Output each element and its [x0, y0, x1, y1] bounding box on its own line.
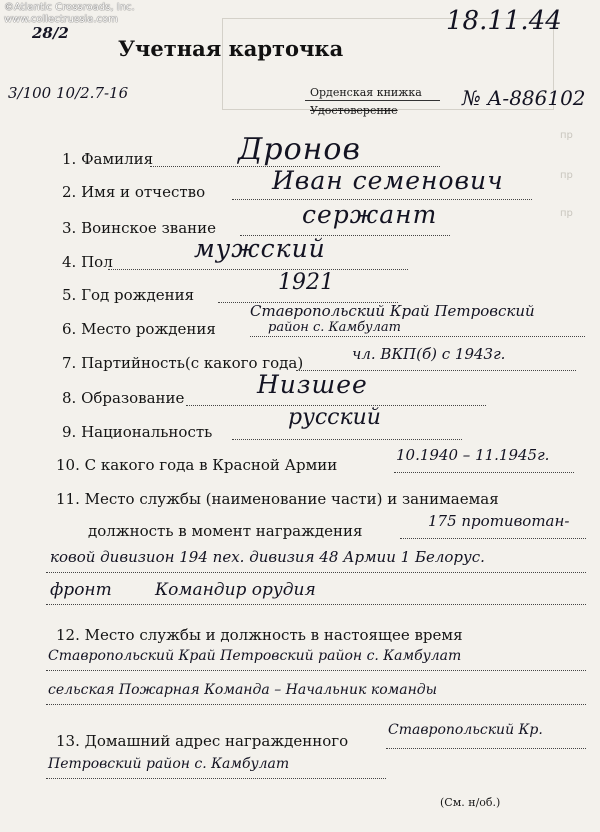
field-value-party: чл. ВКП(б) с 1943г.	[352, 345, 506, 363]
field-line-service-place-2	[46, 572, 586, 573]
corner-note-top: 28/2	[32, 24, 69, 42]
field-label-name: 2. Имя и отчество	[62, 183, 206, 201]
card-title: Учетная карточка	[118, 36, 344, 61]
field-value-surname: Дронов	[238, 132, 361, 167]
field-value-birthplace-line-2: район с. Камбулат	[268, 320, 401, 335]
date-handwritten: 18.11.44	[446, 6, 562, 36]
certificate-label-struck: Удостоверение	[310, 104, 398, 117]
field-label-rank: 3. Воинское звание	[62, 219, 217, 237]
field-label-home-address: 13. Домашний адрес награжденного	[56, 732, 349, 750]
field-value-rank: сержант	[302, 200, 438, 229]
field-label-birthplace: 6. Место рождения	[62, 320, 216, 338]
field-value-home-address: Ставропольский Кр.	[388, 722, 543, 738]
field-line-current-place-1	[46, 670, 586, 671]
footer-see-reverse: (См. н/об.)	[440, 796, 501, 809]
field-value-service-place-line-2: ковой дивизион 194 пех. дивизия 48 Армии 1 Белорус.	[50, 548, 485, 566]
field-value-birth-year: 1921	[278, 270, 334, 295]
bleed-through-text: пр	[560, 208, 573, 219]
field-value-current-place-line-2: сельская Пожарная Команда – Начальник команды	[48, 682, 438, 698]
bleed-through-text: пр	[560, 130, 573, 141]
field-label-service-place-line-2: должность в момент награждения	[88, 522, 363, 540]
order-book-label: Орденская книжка	[310, 86, 422, 99]
field-label-party: 7. Партийность(с какого года)	[62, 354, 304, 372]
field-value-birthplace: Ставропольский Край Петровский	[250, 302, 535, 320]
field-value-name: Иван семенович	[272, 166, 504, 195]
field-line-service-place-3	[46, 604, 586, 605]
field-line-army-since	[394, 472, 574, 473]
field-label-education: 8. Образование	[62, 389, 185, 407]
field-label-service-place: 11. Место службы (наименование части) и занимаемая	[56, 490, 499, 508]
corner-note-left: 3/100 10/2.7-16	[8, 84, 129, 102]
watermark-line-1: ©Atlantic Crossroads, Inc.	[4, 2, 135, 13]
field-value-sex: мужский	[194, 234, 326, 263]
bleed-through-text: пр	[560, 170, 573, 181]
field-line-current-place-2	[46, 704, 586, 705]
field-label-current-place: 12. Место службы и должность в настоящее время	[56, 626, 463, 644]
field-line-birthplace	[250, 336, 585, 337]
field-line-sex	[108, 269, 408, 270]
field-label-sex: 4. Пол	[62, 253, 113, 271]
field-line-home-address-1	[386, 748, 586, 749]
order-book-underline	[305, 100, 440, 101]
field-label-birth-year: 5. Год рождения	[62, 286, 195, 304]
field-value-education: Низшее	[257, 370, 368, 399]
field-label-army-since: 10. С какого года в Красной Армии	[56, 456, 338, 474]
field-value-current-place: Ставропольский Край Петровский район с. Камбулат	[48, 648, 462, 664]
order-book-number: № А-886102	[462, 86, 586, 110]
field-value-service-place: 175 противотан-	[428, 512, 570, 530]
field-label-nationality: 9. Национальность	[62, 423, 213, 441]
watermark-line-2: www.collectrussia.com	[4, 14, 118, 25]
field-value-service-place-line-3: фронт Командир орудия	[50, 580, 316, 600]
field-value-nationality: русский	[288, 405, 381, 430]
field-line-service-place-1	[400, 538, 586, 539]
field-value-home-address-line-2: Петровский район с. Камбулат	[48, 756, 290, 772]
field-line-home-address-2	[46, 778, 386, 779]
field-label-surname: 1. Фамилия	[62, 150, 154, 168]
field-line-nationality	[232, 439, 462, 440]
field-value-army-since: 10.1940 – 11.1945г.	[396, 446, 550, 464]
